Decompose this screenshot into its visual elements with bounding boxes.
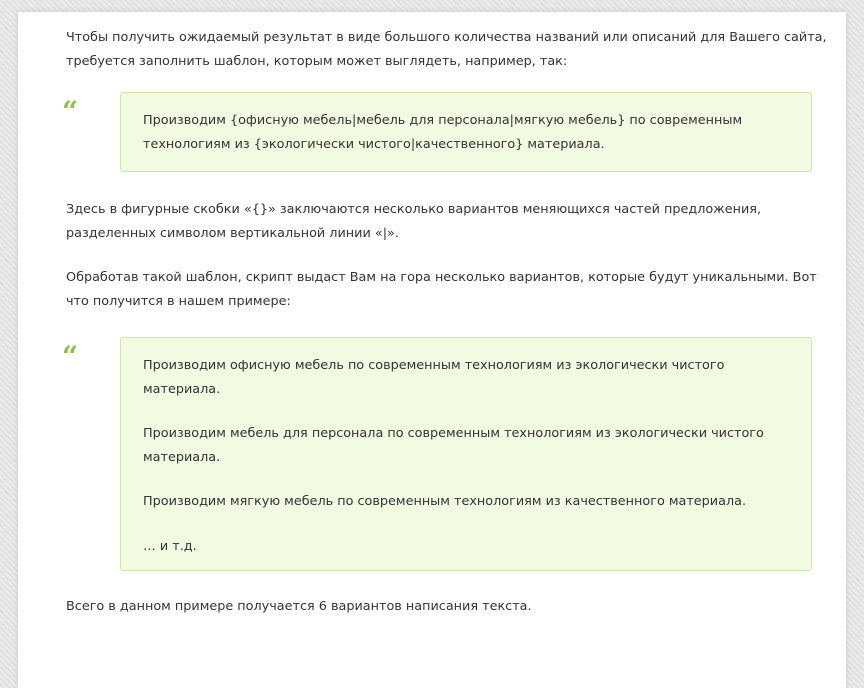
variant-1 [143,354,789,401]
template-line: технологиям из {экологически чистого|качественного} материала. [143,136,605,152]
variant-line: Производим мебель для персонала по современным технологиям из экологически чистого [143,426,764,441]
summary-line: Всего в данном примере получается 6 вариантов написания текста. [66,599,532,614]
result-quote-box [120,337,812,571]
variant-ellipsis [143,535,789,559]
variant-line: Производим офисную мебель по современным технологиям из экологически чистого [143,358,725,373]
variant-line: материала. [143,381,221,397]
explain-paragraph [66,198,826,245]
template-text [143,109,789,156]
explain-line: разделенных символом вертикальной линии «|». [66,225,399,241]
variant-2 [143,422,789,469]
variant-line: материала. [143,449,221,465]
quote-icon: “ [62,95,79,128]
template-quote [62,92,826,172]
variant-3 [143,490,789,514]
explain-line: Здесь в фигурные скобки «{}» заключаются несколько вариантов меняющихся частей предложения, [66,202,762,217]
summary-paragraph [66,595,826,619]
intro-line: Чтобы получить ожидаемый результат в виде большого количества названий или описаний для Вашего сайта, [66,30,827,45]
result-quote [62,337,826,571]
intro-line: требуется заполнить шаблон, которым может выглядеть, например, так: [66,53,568,69]
result-intro-line: что получится в нашем примере: [66,293,291,309]
variant-line: … и т.д. [143,538,197,554]
article-card [18,12,846,688]
result-intro-paragraph [66,266,826,313]
article-content [62,26,827,619]
template-line: Производим {офисную мебель|мебель для персонала|мягкую мебель} по современным [143,113,743,128]
intro-paragraph [66,26,826,73]
variant-line: Производим мягкую мебель по современным технологиям из качественного материала. [143,494,747,509]
quote-icon: “ [62,340,79,373]
template-quote-box [120,92,812,172]
result-intro-line: Обработав такой шаблон, скрипт выдаст Вам на гора несколько вариантов, которые будут уникальными. Вот [66,270,817,285]
